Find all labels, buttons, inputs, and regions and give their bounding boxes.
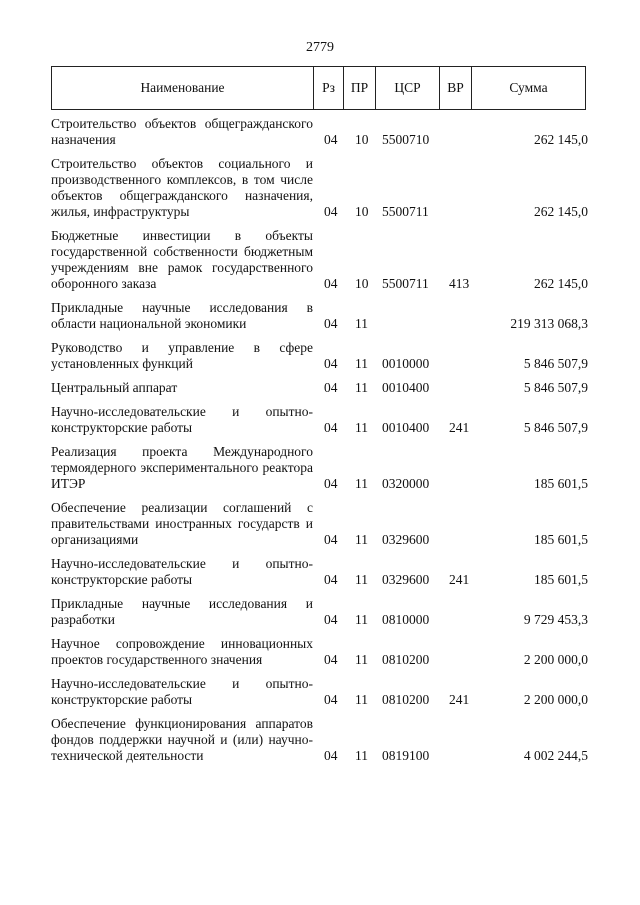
row-csr: 0320000 bbox=[382, 476, 430, 491]
row-pr: 11 bbox=[355, 572, 368, 587]
row-pr: 11 bbox=[355, 316, 368, 331]
row-sum: 5 846 507,9 bbox=[523, 380, 588, 395]
row-csr: 5500711 bbox=[382, 204, 429, 219]
row-name: Научное сопровождение инновационных проектов государственного значения bbox=[51, 636, 313, 667]
row-rz: 04 bbox=[324, 692, 338, 707]
table-row bbox=[51, 444, 591, 492]
row-csr: 0010400 bbox=[382, 420, 430, 435]
row-name: Прикладные научные исследования в области национальной экономики bbox=[51, 300, 313, 331]
table-row bbox=[51, 716, 591, 764]
row-pr: 11 bbox=[355, 612, 368, 627]
row-sum: 5 846 507,9 bbox=[523, 420, 588, 435]
row-csr: 0810200 bbox=[382, 652, 430, 667]
row-csr: 5500711 bbox=[382, 276, 429, 291]
row-pr: 11 bbox=[355, 356, 368, 371]
header-sum: Сумма bbox=[509, 80, 548, 95]
row-pr: 10 bbox=[355, 276, 369, 291]
row-pr: 10 bbox=[355, 132, 369, 147]
row-rz: 04 bbox=[324, 532, 338, 547]
row-pr: 11 bbox=[355, 652, 368, 667]
row-sum: 185 601,5 bbox=[534, 572, 588, 587]
row-sum: 262 145,0 bbox=[534, 132, 588, 147]
header-csr: ЦСР bbox=[376, 67, 440, 109]
row-csr: 0329600 bbox=[382, 532, 430, 547]
row-pr: 11 bbox=[355, 748, 368, 763]
row-name: Строительство объектов социального и производственного комплексов, в том числе объектов общегражданского назначения, жилья, инфраструктуры bbox=[51, 156, 313, 219]
row-sum: 9 729 453,3 bbox=[523, 612, 588, 627]
table-row bbox=[51, 596, 591, 628]
row-name: Научно-исследовательские и опытно-конструкторские работы bbox=[51, 676, 313, 707]
row-rz: 04 bbox=[324, 380, 338, 395]
row-pr: 11 bbox=[355, 380, 368, 395]
row-sum: 2 200 000,0 bbox=[523, 652, 588, 667]
row-rz: 04 bbox=[324, 748, 338, 763]
table-body bbox=[51, 116, 591, 772]
row-name: Прикладные научные исследования и разработки bbox=[51, 596, 313, 627]
row-name: Научно-исследовательские и опытно-конструкторские работы bbox=[51, 556, 313, 587]
row-pr: 11 bbox=[355, 532, 368, 547]
row-sum: 185 601,5 bbox=[534, 532, 588, 547]
row-csr: 0010400 bbox=[382, 380, 430, 395]
table-row bbox=[51, 500, 591, 548]
page-number: 2779 bbox=[306, 40, 334, 55]
row-name: Центральный аппарат bbox=[51, 380, 178, 395]
row-rz: 04 bbox=[324, 204, 338, 219]
table-row bbox=[51, 156, 591, 220]
row-rz: 04 bbox=[324, 316, 338, 331]
row-csr: 0810000 bbox=[382, 612, 430, 627]
row-pr: 11 bbox=[355, 692, 368, 707]
row-rz: 04 bbox=[324, 276, 338, 291]
row-name: Обеспечение функционирования аппаратов фондов поддержки научной и (или) научно-технической деятельности bbox=[51, 716, 313, 763]
row-csr: 0329600 bbox=[382, 572, 430, 587]
row-rz: 04 bbox=[324, 356, 338, 371]
table-row bbox=[51, 116, 591, 148]
row-pr: 10 bbox=[355, 204, 369, 219]
header-vr: ВР bbox=[440, 67, 472, 109]
row-name: Обеспечение реализации соглашений с правительствами иностранных государств и организациями bbox=[51, 500, 313, 547]
row-sum: 4 002 244,5 bbox=[523, 748, 588, 763]
row-vr: 241 bbox=[449, 420, 470, 435]
table-row bbox=[51, 340, 591, 372]
table-row bbox=[51, 676, 591, 708]
row-csr: 0010000 bbox=[382, 356, 430, 371]
row-sum: 262 145,0 bbox=[534, 204, 588, 219]
header-name: Наименование bbox=[52, 67, 314, 109]
table-row bbox=[51, 636, 591, 668]
table-row bbox=[51, 228, 591, 292]
row-name: Бюджетные инвестиции в объекты государственной собственности бюджетным учреждениям вне рамок государственного оборонного заказа bbox=[51, 228, 313, 291]
table-row bbox=[51, 300, 591, 332]
row-sum: 5 846 507,9 bbox=[523, 356, 588, 371]
row-rz: 04 bbox=[324, 476, 338, 491]
row-csr: 0819100 bbox=[382, 748, 430, 763]
row-vr: 413 bbox=[449, 276, 470, 291]
row-rz: 04 bbox=[324, 612, 338, 627]
header-pr: ПР bbox=[344, 67, 376, 109]
row-vr: 241 bbox=[449, 572, 470, 587]
row-csr: 5500710 bbox=[382, 132, 430, 147]
row-sum: 185 601,5 bbox=[534, 476, 588, 491]
header-rz: Рз bbox=[314, 67, 344, 109]
table-header bbox=[51, 66, 586, 110]
row-sum: 2 200 000,0 bbox=[523, 692, 588, 707]
row-name: Научно-исследовательские и опытно-конструкторские работы bbox=[51, 404, 313, 435]
row-rz: 04 bbox=[324, 572, 338, 587]
row-name: Строительство объектов общегражданского назначения bbox=[51, 116, 313, 147]
row-vr: 241 bbox=[449, 692, 470, 707]
row-rz: 04 bbox=[324, 652, 338, 667]
row-pr: 11 bbox=[355, 476, 368, 491]
row-sum: 262 145,0 bbox=[534, 276, 588, 291]
row-name: Реализация проекта Международного термоядерного экспериментального реактора ИТЭР bbox=[51, 444, 313, 491]
row-rz: 04 bbox=[324, 132, 338, 147]
table-row bbox=[51, 556, 591, 588]
row-sum: 219 313 068,3 bbox=[510, 316, 588, 331]
table-row bbox=[51, 380, 591, 396]
row-name: Руководство и управление в сфере установленных функций bbox=[51, 340, 313, 371]
row-pr: 11 bbox=[355, 420, 368, 435]
row-csr: 0810200 bbox=[382, 692, 430, 707]
table-row bbox=[51, 404, 591, 436]
row-rz: 04 bbox=[324, 420, 338, 435]
